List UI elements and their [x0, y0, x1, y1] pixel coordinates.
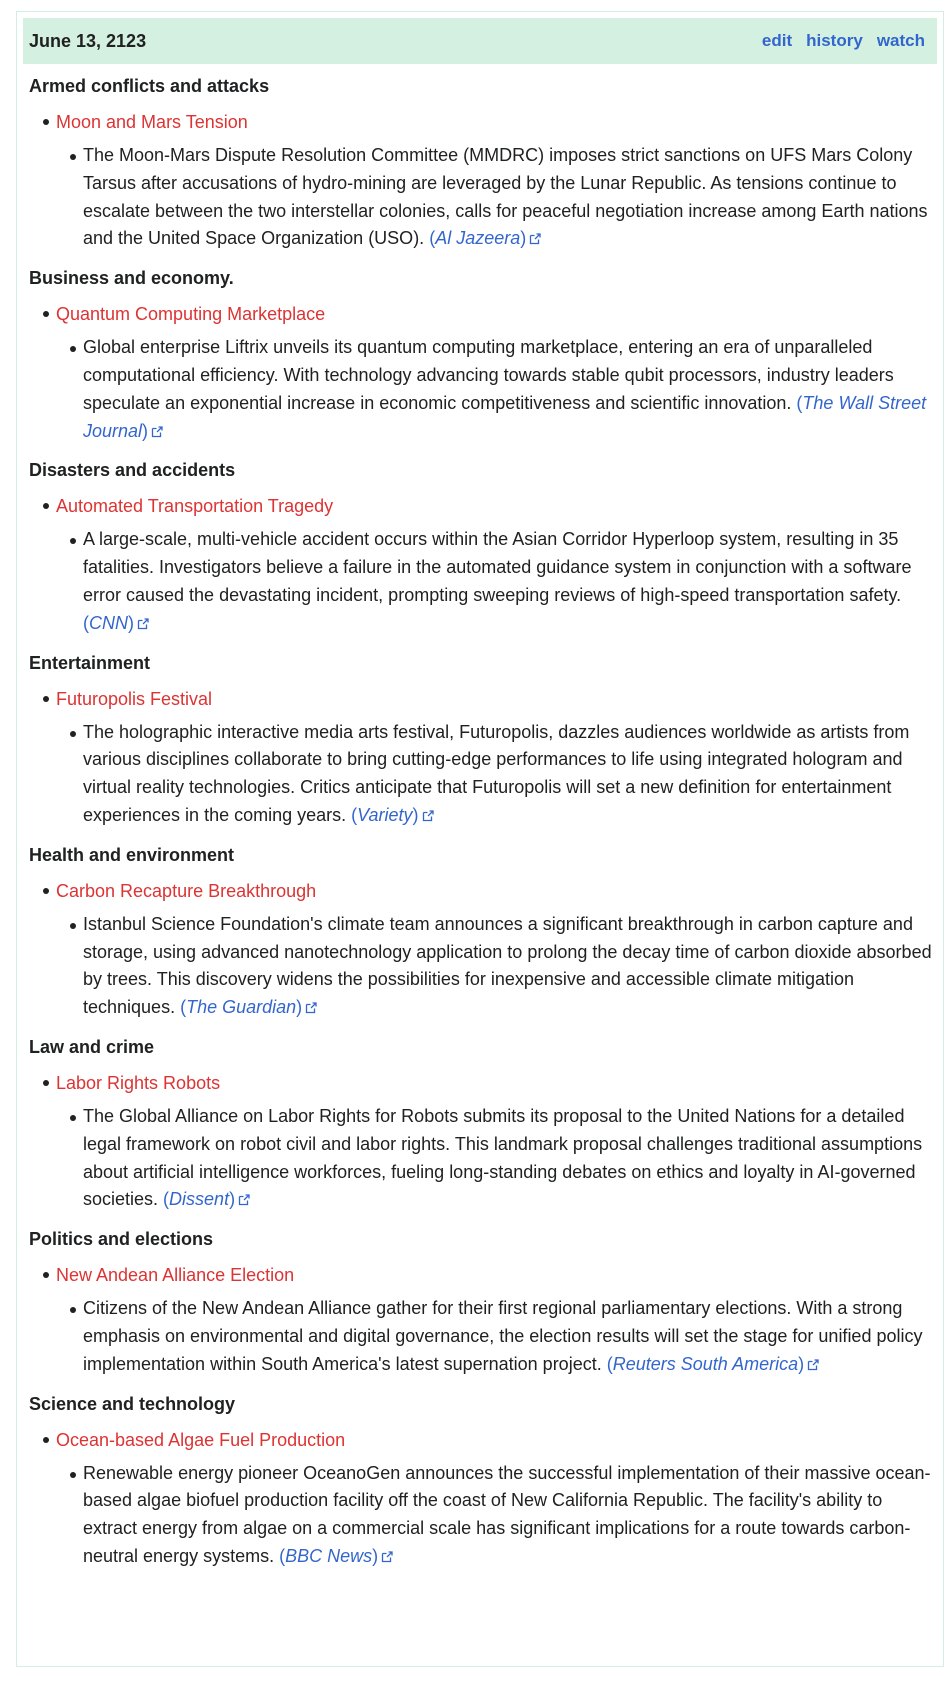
story-item	[83, 1295, 935, 1385]
event-section	[29, 260, 935, 452]
topic-row	[56, 489, 935, 526]
story-text: Global enterprise Liftrix unveils its quantum computing marketplace, entering an era of unparalleled computational efficiency. With technology advancing towards stable qubit processors, industry leaders speculate an exponential increase in economic competitiveness and scientific innovation.	[83, 337, 894, 413]
source-name: Al Jazeera	[435, 228, 521, 249]
topic-link[interactable]: Automated Transportation Tragedy	[56, 496, 334, 517]
source-link[interactable]: (The Wall Street Journal)	[83, 392, 927, 441]
topic-item	[29, 105, 935, 260]
event-section	[29, 452, 935, 644]
source-link[interactable]: (The Guardian)	[180, 997, 317, 1017]
topic-item	[29, 1258, 935, 1385]
source-name: BBC News	[285, 1545, 373, 1566]
topic-list	[29, 1423, 935, 1578]
bullet-icon	[43, 888, 49, 894]
story-item	[83, 1103, 935, 1221]
events-content	[29, 68, 935, 1578]
external-link-icon	[137, 618, 149, 630]
bullet-icon	[43, 696, 49, 702]
topic-row	[56, 1423, 935, 1460]
external-link-icon	[238, 1194, 250, 1206]
topic-link[interactable]: Ocean-based Algae Fuel Production	[56, 1429, 346, 1450]
category-heading: Health and environment	[29, 844, 235, 865]
source-link[interactable]: (BBC News)	[279, 1546, 393, 1566]
external-link-icon	[151, 426, 163, 438]
topic-item	[29, 874, 935, 1029]
story-text: Citizens of the New Andean Alliance gather for their first regional parliamentary elections. With a strong emphasis on environmental and digital governance, the election results will set the stage for unified policy implementation within South America's latest supernation project.	[83, 1298, 923, 1374]
source-link[interactable]: (Variety)	[351, 805, 433, 825]
event-section	[29, 68, 935, 260]
topic-row	[56, 1258, 935, 1295]
story-text: Istanbul Science Foundation's climate team announces a significant breakthrough in carbon capture and storage, using advanced nanotechnology application to prolong the decay time of carbon dioxide absorbed by trees. This discovery widens the possibilities for inexpensive and accessible climate mitigation techniques.	[83, 913, 932, 1018]
date-header	[23, 18, 937, 64]
source-name: The Guardian	[186, 997, 297, 1018]
source-link[interactable]: (Dissent)	[163, 1189, 250, 1209]
external-link-icon	[305, 1002, 317, 1014]
topic-item	[29, 1423, 935, 1578]
story-item	[83, 526, 935, 644]
source-name: Variety	[357, 804, 413, 825]
story-item	[83, 142, 935, 260]
topic-link[interactable]: Futuropolis Festival	[56, 688, 213, 709]
bullet-icon	[70, 538, 76, 544]
source-link[interactable]: (CNN)	[83, 613, 149, 633]
date-title: June 13, 2123	[29, 30, 147, 51]
current-events-box	[16, 11, 944, 1667]
source-name: The Wall Street Journal	[83, 392, 927, 441]
category-heading: Law and crime	[29, 1036, 155, 1057]
category-heading: Entertainment	[29, 652, 151, 673]
bullet-icon	[43, 503, 49, 509]
topic-link[interactable]: New Andean Alliance Election	[56, 1265, 295, 1286]
topic-list	[29, 874, 935, 1029]
topic-row	[56, 297, 935, 334]
topic-item	[29, 1066, 935, 1221]
bullet-icon	[43, 311, 49, 317]
event-section	[29, 1386, 935, 1578]
topic-row	[56, 105, 935, 142]
topic-link[interactable]: Labor Rights Robots	[56, 1072, 221, 1093]
bullet-icon	[43, 1437, 49, 1443]
topic-list	[29, 682, 935, 837]
topic-item	[29, 682, 935, 837]
bullet-icon	[70, 1472, 76, 1478]
edit-link[interactable]: edit	[761, 31, 793, 50]
source-name: Dissent	[169, 1189, 230, 1210]
bullet-icon	[43, 119, 49, 125]
external-link-icon	[381, 1551, 393, 1563]
topic-link[interactable]: Carbon Recapture Breakthrough	[56, 880, 317, 901]
bullet-icon	[43, 1272, 49, 1278]
external-link-icon	[807, 1359, 819, 1371]
topic-item	[29, 297, 935, 452]
external-link-icon	[422, 810, 434, 822]
bullet-icon	[70, 1307, 76, 1313]
story-item	[83, 1460, 935, 1578]
story-item	[83, 911, 935, 1029]
watch-link[interactable]: watch	[876, 31, 925, 50]
category-heading: Armed conflicts and attacks	[29, 76, 270, 96]
topic-list	[29, 1258, 935, 1385]
story-text: The Global Alliance on Labor Rights for Robots submits its proposal to the United Nations for a detailed legal framework on robot civil and labor rights. This landmark proposal challenges traditional assumptions about artificial intelligence workforces, fueling long-standing debates on ethics and loyalty in AI-governed societies.	[83, 1105, 923, 1210]
event-section	[29, 1029, 935, 1221]
topic-row	[56, 1066, 935, 1103]
category-heading: Disasters and accidents	[29, 460, 236, 481]
category-heading: Business and economy.	[29, 268, 234, 289]
bullet-icon	[70, 154, 76, 160]
topic-link[interactable]: Quantum Computing Marketplace	[56, 304, 326, 325]
category-heading: Science and technology	[29, 1393, 236, 1414]
story-text: The holographic interactive media arts festival, Futuropolis, dazzles audiences worldwide as artists from various disciplines collaborate to bring cutting-edge performances to life using integrated hologram and virtual reality technologies. Critics anticipate that Futuropolis will set a new definition for entertainment experiences in the coming years.	[83, 721, 910, 825]
story-item	[83, 719, 935, 837]
topic-item	[29, 489, 935, 644]
source-link[interactable]: (Al Jazeera)	[429, 228, 541, 248]
bullet-icon	[70, 731, 76, 737]
history-link[interactable]: history	[806, 31, 863, 50]
story-text: A large-scale, multi-vehicle accident occurs within the Asian Corridor Hyperloop system, resulting in 35 fatalities. Investigators believe a failure in the automated guidance system in conjunction with a software error caused the devastating incident, prompting sweeping reviews of high-speed transportation safety.	[83, 529, 912, 605]
story-text: The Moon-Mars Dispute Resolution Committee (MMDRC) imposes strict sanctions on UFS Mars Colony Tarsus after accusations of hydro-mining are leveraged by the Lunar Republic. As tensions continue to escalate between the two interstellar colonies, calls for peaceful negotiation increase among Earth nations and the United Space Organization (USO).	[83, 145, 928, 249]
topic-link[interactable]: Moon and Mars Tension	[56, 112, 248, 132]
story-text: Renewable energy pioneer OceanoGen announces the successful implementation of their massive ocean-based algae biofuel production facility off the coast of New California Republic. The facility's ability to extract energy from algae on a commercial scale has significant implications for a route towards carbon-neutral energy systems.	[83, 1462, 931, 1566]
topic-row	[56, 682, 935, 719]
event-section	[29, 645, 935, 837]
event-section	[29, 837, 935, 1029]
category-heading: Politics and elections	[29, 1229, 214, 1250]
bullet-icon	[70, 923, 76, 929]
header-links	[762, 31, 925, 51]
topic-list	[29, 297, 935, 452]
bullet-icon	[70, 346, 76, 352]
event-section	[29, 1221, 935, 1385]
bullet-icon	[70, 1115, 76, 1121]
story-item	[83, 334, 935, 452]
topic-list	[29, 489, 935, 644]
topic-list	[29, 105, 935, 260]
external-link-icon	[529, 233, 541, 245]
topic-list	[29, 1066, 935, 1221]
source-name: Reuters South America	[612, 1353, 799, 1374]
bullet-icon	[43, 1080, 49, 1086]
topic-row	[56, 874, 935, 911]
source-link[interactable]: (Reuters South America)	[607, 1354, 819, 1374]
source-name: CNN	[89, 612, 128, 633]
